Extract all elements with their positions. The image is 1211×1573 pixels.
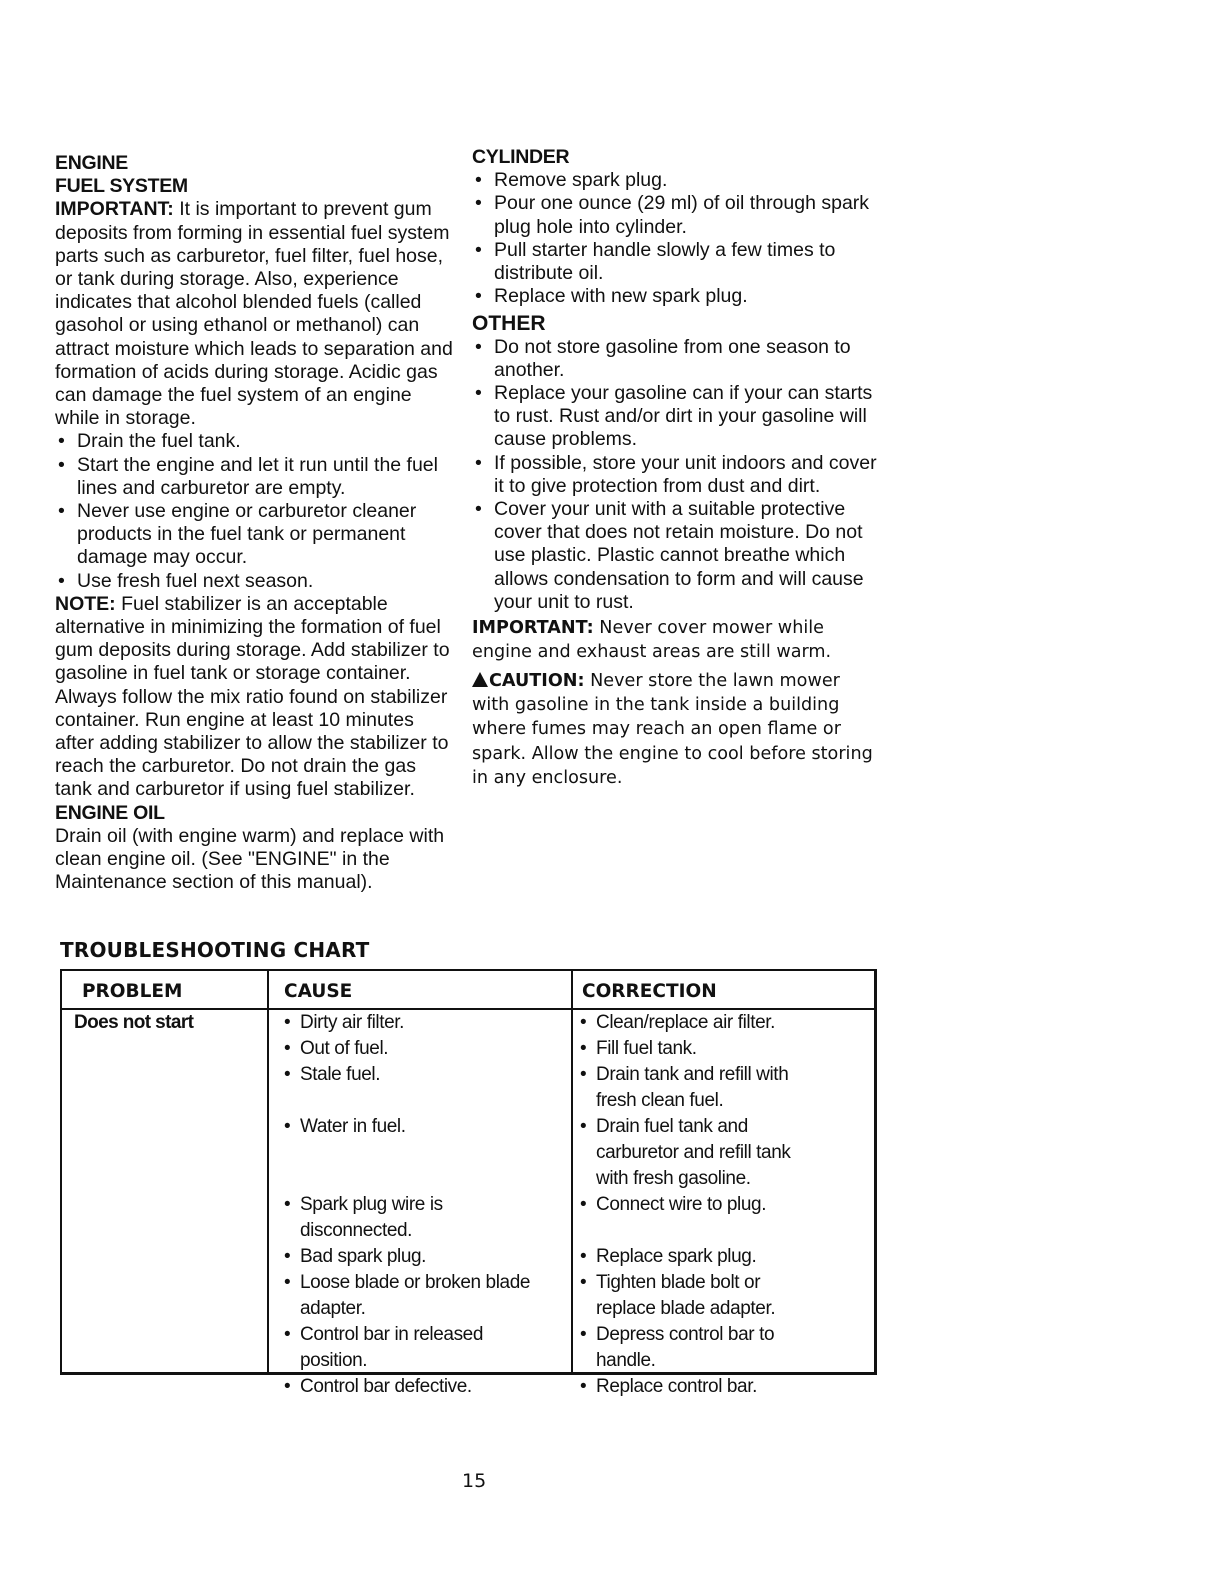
list-item: • Replace spark plug.	[580, 1244, 870, 1270]
fuel-bullet-list	[55, 430, 455, 592]
list-item: • Out of fuel.	[284, 1036, 569, 1062]
list-item: • Control bar defective.	[284, 1374, 569, 1400]
important-label: IMPORTANT:	[55, 198, 174, 221]
header-correction: CORRECTION	[582, 981, 717, 1002]
cause-list	[284, 1010, 569, 1400]
cause-cell	[284, 1010, 569, 1400]
troubleshooting-table	[60, 969, 877, 1397]
warnings-block	[472, 616, 882, 790]
important-label: IMPORTANT:	[472, 618, 594, 639]
troubleshooting-title: TROUBLESHOOTING CHART	[60, 938, 370, 962]
list-item: • Use fresh fuel next season.	[55, 570, 455, 593]
list-item: • Pour one ounce (29 ml) of oil through spark plug hole into cylinder.	[472, 192, 882, 238]
note-text: Fuel stabilizer is an acceptable alternative in minimizing the formation of fuel gum deposits during storage. Add stabilizer to gasoline in fuel tank or storage container. Always follow the mix ratio found on stabilizer container. Run engine at least 10 minutes after adding stabilizer to allow the stabilizer to reach the carburetor. Do not drain the gas tank and carburetor if using fuel stabilizer.	[55, 592, 450, 801]
warning-triangle-icon	[472, 672, 488, 687]
caution-label: CAUTION:	[489, 670, 585, 691]
list-item: • If possible, store your unit indoors and cover it to give protection from dust and dirt.	[472, 452, 882, 498]
list-item: • Water in fuel.	[284, 1114, 569, 1140]
list-item: • Clean/replace air filter.	[580, 1010, 870, 1036]
engine-oil-text: Drain oil (with engine warm) and replace with clean engine oil. (See "ENGINE" in the Maintenance section of this manual).	[55, 824, 445, 894]
other-heading: OTHER	[472, 312, 546, 336]
header-cause: CAUSE	[284, 981, 353, 1002]
important-text: Never cover mower while engine and exhaust areas are still warm.	[472, 618, 832, 663]
list-item: • Dirty air filter.	[284, 1010, 569, 1036]
list-item: • Drain fuel tank and carburetor and refill tank with fresh gasoline.	[580, 1114, 821, 1192]
list-item: • Remove spark plug.	[472, 169, 882, 192]
list-item: • Start the engine and let it run until the fuel lines and carburetor are empty.	[55, 454, 455, 500]
engine-oil-heading: ENGINE OIL	[55, 801, 165, 824]
list-item: • Connect wire to plug.	[580, 1192, 870, 1218]
fuel-system-heading: FUEL SYSTEM	[55, 175, 188, 198]
important-text: It is important to prevent gum deposits from forming in essential fuel system parts such as carburetor, fuel filter, fuel hose, or tank during storage. Also, experience indicates that alcohol blended fuels (called gasohol or using ethanol or methanol) can attract moisture which leads to separation and formation of acids during storage. Acidic gas can damage the fuel system of an engine while in storage.	[55, 198, 453, 430]
other-bullet-list	[472, 336, 882, 614]
problem-cell: Does not start	[74, 1012, 194, 1033]
note-paragraph	[55, 593, 455, 802]
caution-text: Never store the lawn mower with gasoline in the tank inside a building where fumes may reach an open flame or spark. Allow the engine to cool before storing in any enclosure.	[472, 670, 873, 788]
list-item: • Drain tank and refill with fresh clean fuel.	[580, 1062, 811, 1114]
important-cover-paragraph	[472, 616, 882, 665]
engine-heading: ENGINE	[55, 152, 128, 174]
list-item: • Tighten blade bolt or replace blade adapter.	[580, 1270, 796, 1322]
list-item: • Cover your unit with a suitable protective cover that does not retain moisture. Do not use plastic. Plastic cannot breathe which allows condensation to form and will cause your unit to rust.	[472, 498, 882, 614]
list-item: • Do not store gasoline from one season to another.	[472, 336, 882, 382]
column-divider	[267, 971, 269, 1372]
list-item: • Pull starter handle slowly a few times to distribute oil.	[472, 239, 882, 285]
list-item: • Stale fuel.	[284, 1062, 569, 1088]
left-column	[55, 152, 455, 895]
list-item: • Drain the fuel tank.	[55, 430, 455, 453]
list-item: • Loose blade or broken blade adapter.	[284, 1270, 569, 1322]
right-column	[472, 146, 882, 790]
list-item: • Fill fuel tank.	[580, 1036, 870, 1062]
correction-cell	[580, 1010, 870, 1400]
list-item: • Replace control bar.	[580, 1374, 870, 1400]
note-label: NOTE:	[55, 592, 116, 615]
fuel-important-paragraph	[55, 198, 455, 430]
header-problem: PROBLEM	[82, 981, 183, 1002]
list-item: • Depress control bar to handle.	[580, 1322, 796, 1374]
list-item: • Replace with new spark plug.	[472, 285, 882, 308]
list-item: • Control bar in released position.	[284, 1322, 525, 1374]
cylinder-heading: CYLINDER	[472, 146, 570, 168]
column-divider	[571, 971, 573, 1372]
list-item: • Replace your gasoline can if your can starts to rust. Rust and/or dirt in your gasoline will cause problems.	[472, 382, 882, 452]
caution-paragraph	[472, 669, 882, 790]
correction-list	[580, 1010, 870, 1400]
list-item: • Never use engine or carburetor cleaner products in the fuel tank or permanent damage may occur.	[55, 500, 455, 570]
list-item: • Bad spark plug.	[284, 1244, 569, 1270]
page-number: 15	[462, 1470, 487, 1492]
list-item: • Spark plug wire is disconnected.	[284, 1192, 475, 1244]
cylinder-bullet-list	[472, 169, 882, 308]
